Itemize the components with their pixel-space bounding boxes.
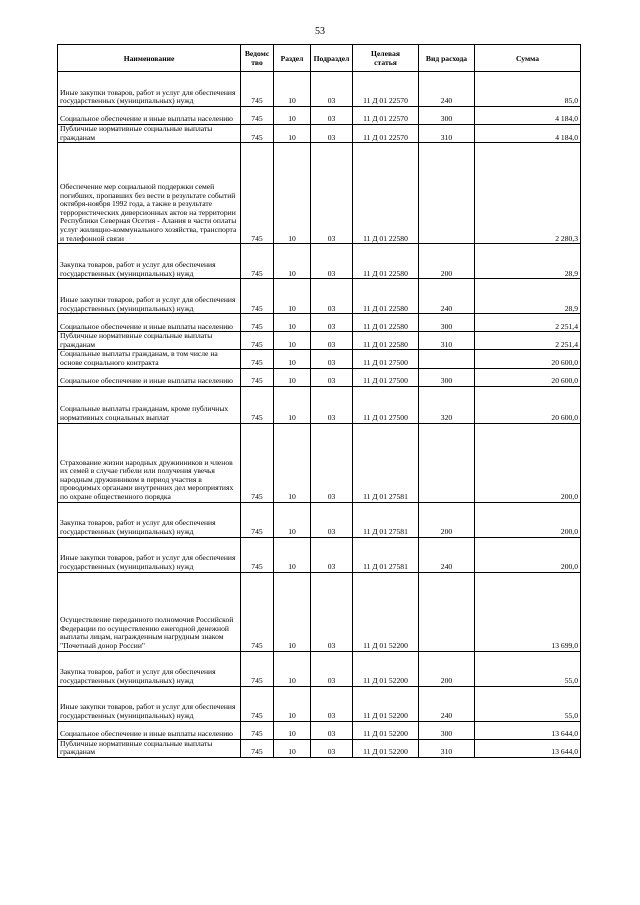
row-subsection: 03 [311, 279, 353, 314]
row-dept: 745 [241, 244, 274, 279]
row-dept: 745 [241, 651, 274, 686]
row-dept: 745 [241, 572, 274, 651]
row-expense: 320 [419, 386, 475, 423]
row-dept: 745 [241, 537, 274, 572]
row-section: 10 [274, 537, 311, 572]
row-dept: 745 [241, 279, 274, 314]
row-subsection: 03 [311, 107, 353, 125]
row-subsection: 03 [311, 368, 353, 386]
row-name: Обеспечение мер социальной поддержки семей погибших, пропавших без вести в результате событий октября-ноября 1992 года, а также в результате террористических диверсионных актов на территории Республики Северная Осетия - Алания в части оплаты услуг жилищно-коммунального хозяйства, транспорта и телефонной связи [58, 143, 241, 244]
row-expense: 300 [419, 314, 475, 332]
row-subsection: 03 [311, 244, 353, 279]
row-section: 10 [274, 368, 311, 386]
page-number: 53 [315, 26, 325, 37]
row-dept: 745 [241, 386, 274, 423]
row-subsection: 03 [311, 739, 353, 757]
row-section: 10 [274, 721, 311, 739]
row-sum: 2 251,4 [475, 314, 581, 332]
row-expense [419, 143, 475, 244]
row-dept: 745 [241, 143, 274, 244]
row-expense: 200 [419, 244, 475, 279]
row-name: Иные закупки товаров, работ и услуг для обеспечения государственных (муниципальных) нужд [58, 279, 241, 314]
row-expense [419, 350, 475, 368]
row-target: 11 Д 01 22580 [353, 332, 419, 350]
row-expense: 310 [419, 332, 475, 350]
row-sum: 55,0 [475, 651, 581, 686]
row-dept: 745 [241, 107, 274, 125]
row-target: 11 Д 01 52200 [353, 721, 419, 739]
row-dept: 745 [241, 739, 274, 757]
row-expense: 240 [419, 537, 475, 572]
row-dept: 745 [241, 350, 274, 368]
table-row [58, 143, 581, 244]
row-name: Социальное обеспечение и иные выплаты населению [58, 107, 241, 125]
row-target: 11 Д 01 22580 [353, 279, 419, 314]
row-dept: 745 [241, 332, 274, 350]
header-subsection: Подраздел [311, 45, 353, 72]
row-name: Закупка товаров, работ и услуг для обеспечения государственных (муниципальных) нужд [58, 651, 241, 686]
table-row [58, 739, 581, 757]
row-subsection: 03 [311, 572, 353, 651]
row-sum: 20 600,0 [475, 350, 581, 368]
row-expense [419, 572, 475, 651]
row-target: 11 Д 01 27581 [353, 423, 419, 502]
row-expense [419, 423, 475, 502]
row-name: Иные закупки товаров, работ и услуг для обеспечения государственных (муниципальных) нужд [58, 72, 241, 107]
row-sum: 55,0 [475, 686, 581, 721]
table-row [58, 651, 581, 686]
table-row [58, 537, 581, 572]
table-row [58, 572, 581, 651]
row-subsection: 03 [311, 314, 353, 332]
row-dept: 745 [241, 125, 274, 143]
header-name: Наименование [58, 45, 241, 72]
row-sum: 28,9 [475, 244, 581, 279]
table-row [58, 502, 581, 537]
row-sum: 200,0 [475, 502, 581, 537]
row-section: 10 [274, 386, 311, 423]
row-target: 11 Д 01 27581 [353, 502, 419, 537]
row-sum: 85,0 [475, 72, 581, 107]
budget-table [57, 44, 581, 758]
row-target: 11 Д 01 22570 [353, 107, 419, 125]
table-row [58, 350, 581, 368]
row-expense: 300 [419, 107, 475, 125]
row-sum: 13 699,0 [475, 572, 581, 651]
row-subsection: 03 [311, 537, 353, 572]
row-name: Закупка товаров, работ и услуг для обеспечения государственных (муниципальных) нужд [58, 244, 241, 279]
row-sum: 200,0 [475, 423, 581, 502]
row-name: Иные закупки товаров, работ и услуг для обеспечения государственных (муниципальных) нужд [58, 686, 241, 721]
row-section: 10 [274, 125, 311, 143]
table-row [58, 279, 581, 314]
table-row [58, 107, 581, 125]
row-section: 10 [274, 572, 311, 651]
row-name: Социальные выплаты гражданам, в том числе на основе социального контракта [58, 350, 241, 368]
table-row [58, 686, 581, 721]
row-name: Социальное обеспечение и иные выплаты населению [58, 368, 241, 386]
table-row [58, 332, 581, 350]
row-target: 11 Д 01 22580 [353, 244, 419, 279]
row-expense: 300 [419, 368, 475, 386]
row-subsection: 03 [311, 651, 353, 686]
row-target: 11 Д 01 27500 [353, 368, 419, 386]
row-target: 11 Д 01 27581 [353, 537, 419, 572]
row-target: 11 Д 01 22580 [353, 143, 419, 244]
row-section: 10 [274, 651, 311, 686]
row-sum: 200,0 [475, 537, 581, 572]
row-section: 10 [274, 143, 311, 244]
row-section: 10 [274, 423, 311, 502]
row-target: 11 Д 01 22570 [353, 72, 419, 107]
row-section: 10 [274, 244, 311, 279]
row-sum: 2 251,4 [475, 332, 581, 350]
row-section: 10 [274, 72, 311, 107]
row-dept: 745 [241, 368, 274, 386]
row-name: Страхование жизни народных дружинников и членов их семей в случае гибели или получения увечья народным дружинником в период участия в проводимых органами внутренних дел мероприятиях по охране общественного порядка [58, 423, 241, 502]
row-dept: 745 [241, 314, 274, 332]
row-subsection: 03 [311, 350, 353, 368]
row-target: 11 Д 01 22570 [353, 125, 419, 143]
table-row [58, 244, 581, 279]
row-name: Осуществление переданного полномочия Российской Федерации по осуществлению ежегодной денежной выплаты лицам, награжденным нагрудным знаком "Почетный донор России" [58, 572, 241, 651]
row-expense: 200 [419, 502, 475, 537]
row-expense: 200 [419, 651, 475, 686]
row-expense: 310 [419, 739, 475, 757]
row-sum: 20 600,0 [475, 386, 581, 423]
row-name: Социальное обеспечение и иные выплаты населению [58, 721, 241, 739]
row-subsection: 03 [311, 686, 353, 721]
row-target: 11 Д 01 52200 [353, 651, 419, 686]
row-target: 11 Д 01 52200 [353, 739, 419, 757]
table-row [58, 368, 581, 386]
row-section: 10 [274, 279, 311, 314]
table-row [58, 314, 581, 332]
row-subsection: 03 [311, 72, 353, 107]
header-target: Целевая статья [353, 45, 419, 72]
header-section: Раздел [274, 45, 311, 72]
table-row [58, 721, 581, 739]
table-row [58, 386, 581, 423]
row-sum: 4 184,0 [475, 125, 581, 143]
row-subsection: 03 [311, 125, 353, 143]
row-target: 11 Д 01 52200 [353, 686, 419, 721]
row-name: Социальное обеспечение и иные выплаты населению [58, 314, 241, 332]
row-sum: 13 644,0 [475, 721, 581, 739]
header-sum: Сумма [475, 45, 581, 72]
row-expense: 240 [419, 279, 475, 314]
row-expense: 240 [419, 72, 475, 107]
header-dept: Ведомс тво [241, 45, 274, 72]
row-dept: 745 [241, 502, 274, 537]
row-section: 10 [274, 107, 311, 125]
row-subsection: 03 [311, 502, 353, 537]
row-name: Закупка товаров, работ и услуг для обеспечения государственных (муниципальных) нужд [58, 502, 241, 537]
row-dept: 745 [241, 423, 274, 502]
row-subsection: 03 [311, 721, 353, 739]
row-name: Иные закупки товаров, работ и услуг для обеспечения государственных (муниципальных) нужд [58, 537, 241, 572]
row-expense: 310 [419, 125, 475, 143]
row-subsection: 03 [311, 143, 353, 244]
row-section: 10 [274, 332, 311, 350]
row-sum: 2 280,3 [475, 143, 581, 244]
row-target: 11 Д 01 52200 [353, 572, 419, 651]
row-name: Социальные выплаты гражданам, кроме публичных нормативных социальных выплат [58, 386, 241, 423]
row-section: 10 [274, 739, 311, 757]
row-sum: 13 644,0 [475, 739, 581, 757]
row-section: 10 [274, 502, 311, 537]
row-expense: 300 [419, 721, 475, 739]
row-name: Публичные нормативные социальные выплаты гражданам [58, 332, 241, 350]
row-expense: 240 [419, 686, 475, 721]
row-section: 10 [274, 314, 311, 332]
row-target: 11 Д 01 27500 [353, 386, 419, 423]
row-subsection: 03 [311, 386, 353, 423]
row-sum: 20 600,0 [475, 368, 581, 386]
row-target: 11 Д 01 27500 [353, 350, 419, 368]
row-section: 10 [274, 686, 311, 721]
row-sum: 28,9 [475, 279, 581, 314]
row-dept: 745 [241, 686, 274, 721]
table-header-row [58, 45, 581, 72]
row-section: 10 [274, 350, 311, 368]
row-name: Публичные нормативные социальные выплаты гражданам [58, 125, 241, 143]
table-row [58, 125, 581, 143]
row-subsection: 03 [311, 332, 353, 350]
row-name: Публичные нормативные социальные выплаты гражданам [58, 739, 241, 757]
row-subsection: 03 [311, 423, 353, 502]
table-row [58, 423, 581, 502]
row-sum: 4 184,0 [475, 107, 581, 125]
row-dept: 745 [241, 721, 274, 739]
header-expense: Вид расхода [419, 45, 475, 72]
row-target: 11 Д 01 22580 [353, 314, 419, 332]
table-row [58, 72, 581, 107]
row-dept: 745 [241, 72, 274, 107]
